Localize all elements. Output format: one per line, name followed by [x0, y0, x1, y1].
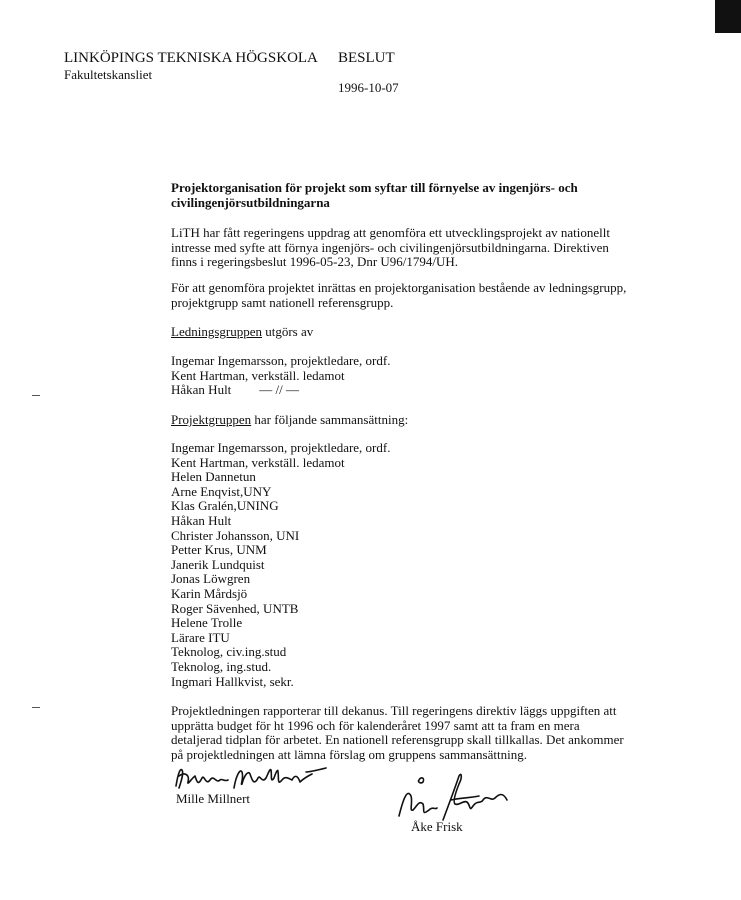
- list-item: Teknolog, ing.stud.: [171, 658, 272, 674]
- paragraph-line: detaljerad tidplan för arbetet. En nationell referensgrupp skall tillkallas. Det ankommer: [171, 732, 624, 748]
- paragraph-mandate: [171, 226, 610, 270]
- paragraph-organisation: [171, 281, 626, 310]
- list-item: Petter Krus, UNM: [171, 542, 267, 558]
- list-item: Janerik Lundquist: [171, 556, 265, 572]
- projektgrupp-heading-rest: har följande sammansättning:: [251, 412, 409, 427]
- member-name: Håkan Hult: [171, 382, 232, 398]
- paragraph-line: projektgrupp samt nationell referensgrupp.: [171, 294, 394, 310]
- list-item: Kent Hartman, verkställ. ledamot: [171, 454, 345, 470]
- paragraph-line: Projektledningen rapporterar till dekanus. Till regeringens direktiv läggs uppgiften att: [171, 703, 617, 718]
- list-item: Håkan Hult: [171, 512, 232, 528]
- signature-ake-frisk: [393, 770, 523, 826]
- paragraph-line: på projektledningen att lämna förslag om gruppens sammansättning.: [171, 746, 527, 762]
- list-item: Ingemar Ingemarsson, projektledare, ordf.: [171, 440, 391, 455]
- list-item: Ingmari Hallkvist, sekr.: [171, 673, 294, 689]
- list-item: Roger Sävenhed, UNTB: [171, 600, 299, 616]
- list-item: Ingemar Ingemarsson, projektledare, ordf.: [171, 353, 391, 368]
- institution-name: LINKÖPINGS TEKNISKA HÖGSKOLA: [64, 50, 318, 66]
- paragraph-reporting: [171, 704, 624, 762]
- list-item: Teknolog, civ.ing.stud: [171, 644, 287, 660]
- list-item: Kent Hartman, verkställ. ledamot: [171, 367, 345, 383]
- document-title: [171, 180, 578, 210]
- list-item: Arne Enqvist,UNY: [171, 483, 272, 499]
- list-item: Karin Mårdsjö: [171, 585, 248, 601]
- list-item: Jonas Löwgren: [171, 571, 251, 587]
- department-name: Fakultetskansliet: [64, 67, 153, 82]
- list-item: [171, 383, 390, 398]
- list-item: Klas Gralén,UNING: [171, 498, 279, 514]
- list-item: Christer Johansson, UNI: [171, 527, 300, 543]
- paragraph-line: finns i regeringsbeslut 1996-05-23, Dnr U96/1794/UH.: [171, 254, 459, 270]
- document-type: BESLUT: [338, 50, 395, 66]
- ledningsgrupp-heading: [171, 325, 313, 340]
- paragraph-line: intresse med syfte att förnya ingenjörs- och civilingenjörsutbildningarna. Direktiven: [171, 239, 609, 255]
- list-item: Lärare ITU: [171, 629, 230, 645]
- ledningsgrupp-heading-rest: utgörs av: [261, 324, 314, 339]
- scan-corner-mark: [715, 0, 741, 33]
- ledningsgrupp-heading-underlined: Ledningsgruppen: [171, 324, 262, 339]
- paragraph-line: LiTH har fått regeringens uppdrag att genomföra ett utvecklingsprojekt av nationellt: [171, 225, 610, 240]
- ditto-mark: — // —: [259, 382, 300, 398]
- title-line-2: civilingenjörsutbildningarna: [171, 195, 330, 210]
- signatory-right-name: Åke Frisk: [411, 819, 463, 834]
- projektgrupp-list: [171, 441, 390, 689]
- signature-mille-millnert: [170, 764, 340, 794]
- list-item: Helene Trolle: [171, 615, 243, 631]
- signatory-left-name: Mille Millnert: [176, 791, 251, 806]
- document-date: 1996-10-07: [338, 80, 399, 95]
- projektgrupp-heading: [171, 413, 408, 428]
- projektgrupp-heading-underlined: Projektgruppen: [171, 412, 252, 427]
- title-line-1: Projektorganisation för projekt som syftar till förnyelse av ingenjörs- och: [171, 180, 578, 195]
- ledningsgrupp-list: [171, 354, 390, 398]
- margin-tick: [32, 707, 40, 708]
- margin-tick: [32, 395, 40, 396]
- paragraph-line: upprätta budget för ht 1996 och för kalenderåret 1997 samt att ta fram en mera: [171, 717, 580, 733]
- list-item: Helen Dannetun: [171, 469, 256, 485]
- paragraph-line: För att genomföra projektet inrättas en projektorganisation bestående av ledningsgrupp,: [171, 280, 627, 295]
